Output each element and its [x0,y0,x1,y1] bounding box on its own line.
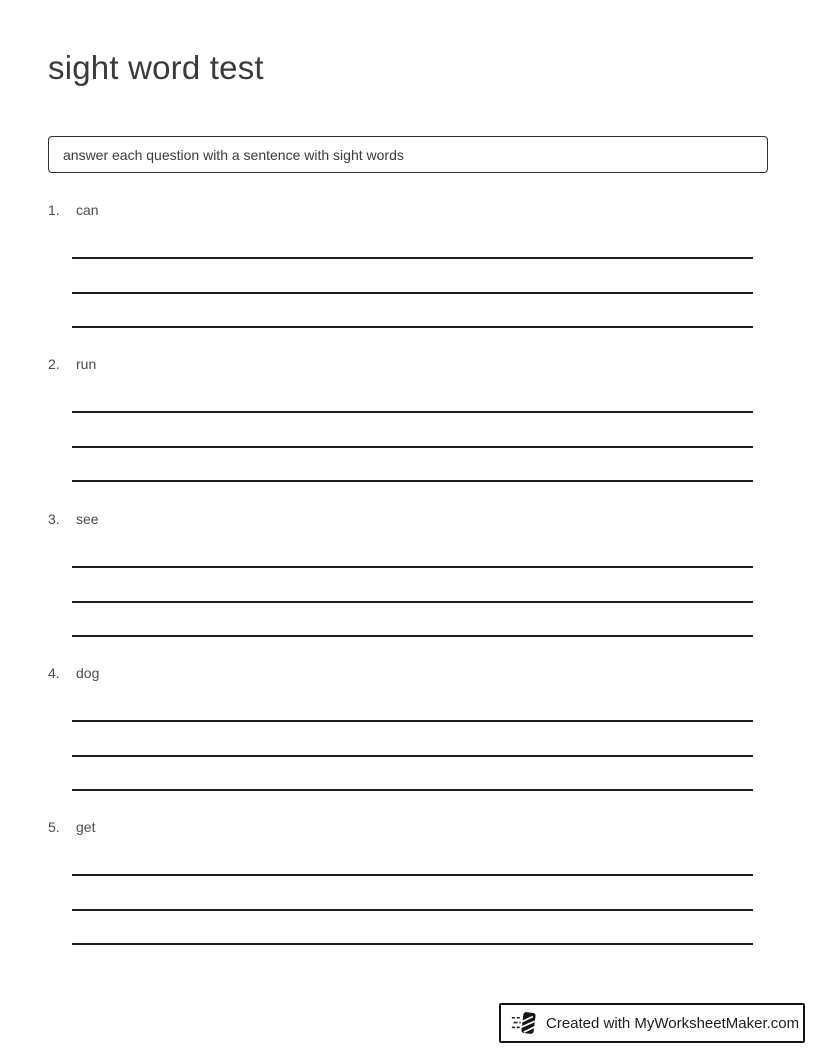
question-number: 3. [48,511,60,527]
answer-line [72,601,753,603]
credit-text: Created with MyWorksheetMaker.com [546,1014,800,1032]
question-number: 5. [48,819,60,835]
question-word: get [76,819,96,835]
credit-badge[interactable] [499,1003,805,1043]
question-1 [48,202,768,332]
answer-line [72,755,753,757]
question-word: run [76,356,97,372]
question-number: 4. [48,665,60,681]
answer-line [72,789,753,791]
answer-line [72,566,753,568]
question-label [48,356,96,373]
question-2 [48,356,768,486]
flying-worksheet-icon [511,1009,539,1037]
answer-line [72,292,753,294]
answer-line [72,411,753,413]
answer-line [72,720,753,722]
question-word: can [76,202,99,218]
question-label [48,665,99,682]
question-label [48,819,95,836]
question-label [48,202,99,219]
answer-line [72,909,753,911]
answer-line [72,326,753,328]
question-4 [48,665,768,795]
page-title: sight word test [48,49,264,86]
question-5 [48,819,768,949]
answer-line [72,257,753,259]
answer-line [72,446,753,448]
answer-line [72,943,753,945]
question-3 [48,511,768,641]
answer-line [72,874,753,876]
answer-line [72,480,753,482]
answer-line [72,635,753,637]
instructions-text: answer each question with a sentence with sight words [63,146,404,163]
instructions-box [48,136,768,173]
question-label [48,511,99,528]
question-word: dog [76,665,100,681]
question-number: 1. [48,202,60,218]
question-number: 2. [48,356,60,372]
question-word: see [76,511,99,527]
